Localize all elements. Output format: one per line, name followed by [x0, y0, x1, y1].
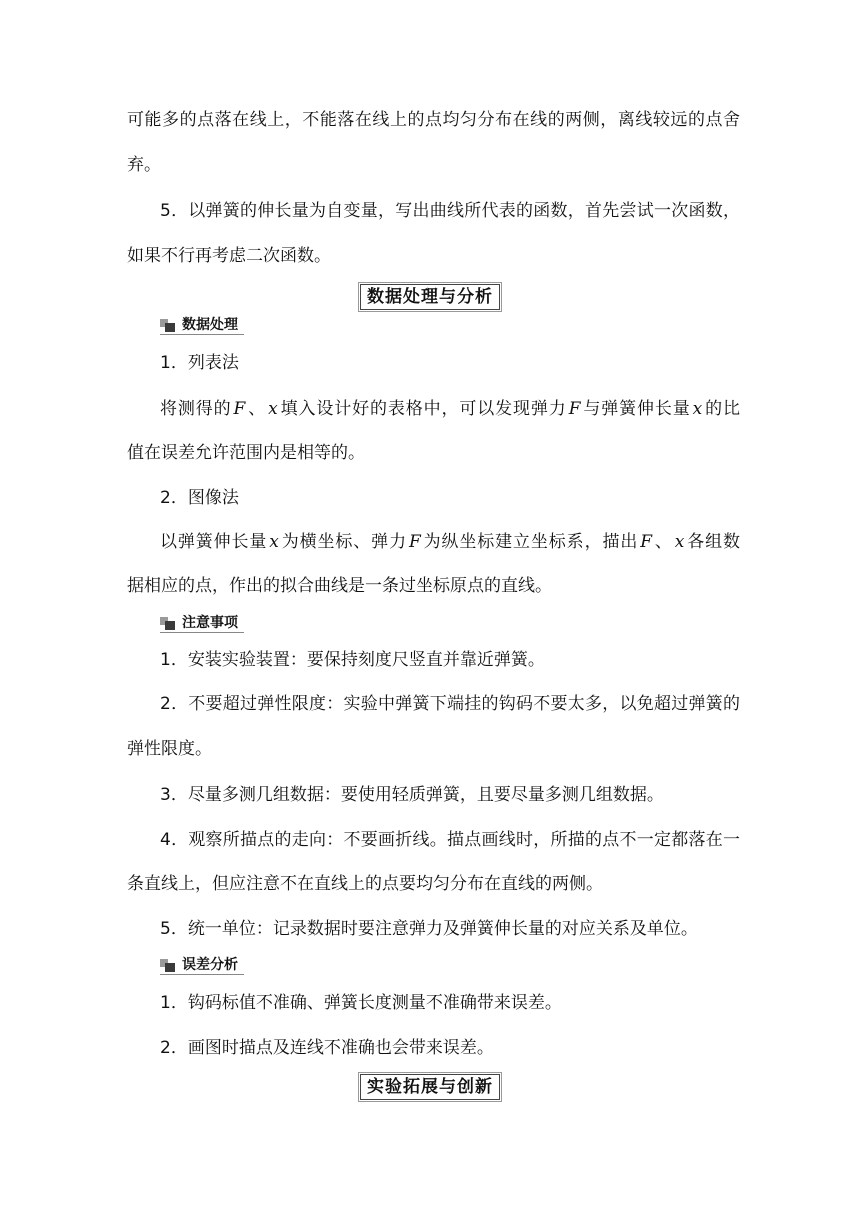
note-item: 2．不要超过弹性限度：实验中弹簧下端挂的钩码不要太多，以免超过弹簧的 [160, 694, 740, 714]
paragraph-line: 弃。 [127, 155, 161, 175]
paragraph-line: 将测得的 F 、 x 填入设计好的表格中，可以发现弹力 F 与弹簧伸长量 x 的比 [160, 399, 741, 419]
step-5-line: 5．以弹簧的伸长量为自变量，写出曲线所代表的函数，首先尝试一次函数， [160, 201, 740, 221]
note-item: 5．统一单位：记录数据时要注意弹力及弹簧伸长量的对应关系及单位。 [160, 919, 698, 939]
paragraph-line: 弹性限度。 [127, 739, 212, 759]
square-bullet-icon [160, 959, 175, 972]
error-item: 1．钩码标值不准确、弹簧长度测量不准确带来误差。 [160, 993, 562, 1013]
method-title: 1．列表法 [160, 353, 239, 373]
paragraph-line: 条直线上，但应注意不在直线上的点要均匀分布在直线的两侧。 [127, 874, 603, 894]
error-item: 2．画图时描点及连线不准确也会带来误差。 [160, 1038, 494, 1058]
subheading-label: 注意事项 [182, 615, 238, 631]
section-title: 数据处理与分析 [360, 284, 500, 310]
paragraph-line: 以弹簧伸长量 x 为横坐标、弹力 F 为纵坐标建立坐标系，描出 F 、 x 各组数 [160, 532, 741, 552]
square-bullet-icon [160, 319, 175, 332]
subheading-label: 误差分析 [182, 957, 238, 973]
square-bullet-icon [160, 617, 175, 630]
note-item: 1．安装实验装置：要保持刻度尺竖直并靠近弹簧。 [160, 650, 545, 670]
subheading-notes [160, 614, 244, 633]
section-banner [0, 1074, 860, 1100]
method-title: 2．图像法 [160, 488, 239, 508]
paragraph-line: 如果不行再考虑二次函数。 [127, 246, 331, 266]
section-banner [0, 284, 860, 310]
note-item: 3．尽量多测几组数据：要使用轻质弹簧，且要尽量多测几组数据。 [160, 785, 664, 805]
paragraph-line: 值在误差允许范围内是相等的。 [127, 443, 365, 463]
note-item: 4．观察所描点的走向：不要画折线。描点画线时，所描的点不一定都落在一 [160, 830, 740, 850]
subheading-errors [160, 956, 244, 975]
subheading-label: 数据处理 [182, 317, 238, 333]
paragraph-line: 可能多的点落在线上，不能落在线上的点均匀分布在线的两侧，离线较远的点舍 [127, 110, 740, 130]
subheading-data-processing [160, 316, 244, 335]
paragraph-line: 据相应的点，作出的拟合曲线是一条过坐标原点的直线。 [127, 576, 552, 596]
section-title: 实验拓展与创新 [360, 1074, 500, 1100]
